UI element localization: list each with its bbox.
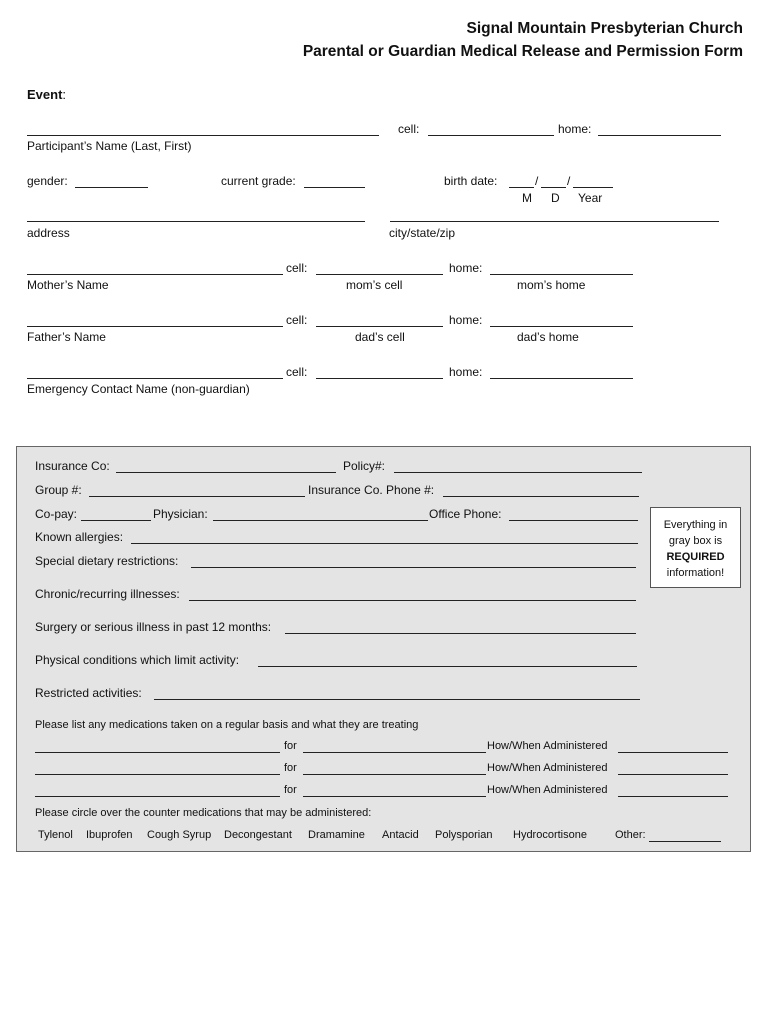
mother-cell-field[interactable] bbox=[316, 274, 443, 275]
required-line: Everything in bbox=[663, 519, 728, 531]
event-label: Event: bbox=[27, 87, 67, 102]
participant-home-label: home: bbox=[558, 122, 592, 136]
medication-name-field[interactable] bbox=[35, 796, 280, 797]
otc-option-tylenol[interactable]: Tylenol bbox=[38, 829, 73, 841]
med-for-label: for bbox=[284, 740, 297, 752]
mother-name-field[interactable] bbox=[27, 274, 283, 275]
mother-home-label: home: bbox=[449, 261, 483, 275]
otc-option-antacid[interactable]: Antacid bbox=[382, 829, 419, 841]
allergies-field[interactable] bbox=[131, 543, 638, 544]
group-field[interactable] bbox=[89, 496, 305, 497]
participant-name-caption: Participant’s Name (Last, First) bbox=[27, 139, 192, 153]
mother-cell-label: cell: bbox=[286, 261, 308, 275]
otc-prompt: Please circle over the counter medications that may be administered: bbox=[35, 807, 372, 819]
physical-field[interactable] bbox=[258, 666, 637, 667]
grade-label: current grade: bbox=[221, 174, 296, 188]
med-how-label: How/When Administered bbox=[487, 784, 608, 796]
father-cell-label: cell: bbox=[286, 313, 308, 327]
chronic-label: Chronic/recurring illnesses: bbox=[35, 587, 180, 601]
med-for-label: for bbox=[284, 762, 297, 774]
copay-field[interactable] bbox=[81, 520, 151, 521]
emergency-home-label: home: bbox=[449, 365, 483, 379]
otc-option-hydrocortisone[interactable]: Hydrocortisone bbox=[513, 829, 587, 841]
insurance-phone-label: Insurance Co. Phone #: bbox=[308, 483, 435, 497]
chronic-field[interactable] bbox=[189, 600, 636, 601]
address-caption: address bbox=[27, 226, 70, 240]
city-caption: city/state/zip bbox=[389, 226, 456, 240]
birth-day-field[interactable] bbox=[541, 187, 566, 188]
medication-name-field[interactable] bbox=[35, 752, 280, 753]
father-caption: Father’s Name bbox=[27, 330, 106, 344]
mother-home-field[interactable] bbox=[490, 274, 633, 275]
emergency-cell-label: cell: bbox=[286, 365, 308, 379]
copay-label: Co-pay: bbox=[35, 507, 78, 521]
city-state-zip-field[interactable] bbox=[390, 221, 719, 222]
otc-option-ibuprofen[interactable]: Ibuprofen bbox=[86, 829, 133, 841]
surgery-label: Surgery or serious illness in past 12 months: bbox=[35, 620, 272, 634]
medication-treating-field[interactable] bbox=[303, 774, 486, 775]
emergency-name-field[interactable] bbox=[27, 378, 283, 379]
insurance-label: Insurance Co: bbox=[35, 459, 110, 473]
mom-cell-caption: mom’s cell bbox=[346, 278, 403, 292]
mom-home-caption: mom’s home bbox=[517, 278, 586, 292]
office-phone-label: Office Phone: bbox=[429, 507, 502, 521]
policy-field[interactable] bbox=[394, 472, 642, 473]
otc-option-polysporian[interactable]: Polysporian bbox=[435, 829, 493, 841]
gender-label: gender: bbox=[27, 174, 68, 188]
dad-cell-caption: dad’s cell bbox=[355, 330, 405, 344]
participant-home-field[interactable] bbox=[598, 135, 721, 136]
date-separator: / bbox=[535, 174, 539, 188]
medications-prompt: Please list any medications taken on a regular basis and what they are treating bbox=[35, 719, 419, 731]
physician-label: Physician: bbox=[153, 507, 208, 521]
emergency-home-field[interactable] bbox=[490, 378, 633, 379]
participant-cell-field[interactable] bbox=[428, 135, 554, 136]
medication-how-field[interactable] bbox=[618, 796, 728, 797]
restricted-field[interactable] bbox=[154, 699, 640, 700]
year-caption: Year bbox=[578, 191, 603, 205]
medication-how-field[interactable] bbox=[618, 774, 728, 775]
birth-date-label: birth date: bbox=[444, 174, 498, 188]
emergency-cell-field[interactable] bbox=[316, 378, 443, 379]
restricted-label: Restricted activities: bbox=[35, 686, 142, 700]
otc-option-dramamine[interactable]: Dramamine bbox=[308, 829, 365, 841]
medication-treating-field[interactable] bbox=[303, 796, 486, 797]
med-how-label: How/When Administered bbox=[487, 740, 608, 752]
insurance-phone-field[interactable] bbox=[443, 496, 639, 497]
required-line: gray box is bbox=[668, 535, 723, 547]
medication-how-field[interactable] bbox=[618, 752, 728, 753]
participant-name-field[interactable] bbox=[27, 135, 379, 136]
dietary-field[interactable] bbox=[191, 567, 636, 568]
father-name-field[interactable] bbox=[27, 326, 283, 327]
required-line: REQUIRED bbox=[666, 551, 725, 563]
otc-other-field[interactable] bbox=[649, 841, 721, 842]
allergies-label: Known allergies: bbox=[35, 530, 124, 544]
medical-info-box bbox=[16, 446, 751, 852]
physician-field[interactable] bbox=[213, 520, 428, 521]
birth-year-field[interactable] bbox=[573, 187, 613, 188]
emergency-caption: Emergency Contact Name (non-guardian) bbox=[27, 382, 250, 396]
church-name: Signal Mountain Presbyterian Church bbox=[466, 20, 743, 37]
required-notice bbox=[650, 507, 741, 588]
day-caption: D bbox=[551, 191, 560, 205]
otc-other-label: Other: bbox=[615, 829, 646, 841]
group-label: Group #: bbox=[35, 483, 82, 497]
office-phone-field[interactable] bbox=[509, 520, 638, 521]
date-separator: / bbox=[567, 174, 571, 188]
med-how-label: How/When Administered bbox=[487, 762, 608, 774]
dad-home-caption: dad’s home bbox=[517, 330, 579, 344]
form-title: Parental or Guardian Medical Release and Permission Form bbox=[302, 43, 743, 60]
month-caption: M bbox=[522, 191, 532, 205]
father-cell-field[interactable] bbox=[316, 326, 443, 327]
gender-field[interactable] bbox=[75, 187, 148, 188]
required-line: information! bbox=[666, 567, 725, 579]
policy-label: Policy#: bbox=[343, 459, 386, 473]
birth-month-field[interactable] bbox=[509, 187, 534, 188]
physical-label: Physical conditions which limit activity: bbox=[35, 653, 240, 667]
medication-treating-field[interactable] bbox=[303, 752, 486, 753]
grade-field[interactable] bbox=[304, 187, 365, 188]
otc-option-cough-syrup[interactable]: Cough Syrup bbox=[147, 829, 212, 841]
med-for-label: for bbox=[284, 784, 297, 796]
mother-caption: Mother’s Name bbox=[27, 278, 109, 292]
surgery-field[interactable] bbox=[285, 633, 636, 634]
otc-option-decongestant[interactable]: Decongestant bbox=[224, 829, 292, 841]
insurance-field[interactable] bbox=[116, 472, 336, 473]
dietary-label: Special dietary restrictions: bbox=[35, 554, 179, 568]
address-field[interactable] bbox=[27, 221, 365, 222]
medication-name-field[interactable] bbox=[35, 774, 280, 775]
father-home-label: home: bbox=[449, 313, 483, 327]
father-home-field[interactable] bbox=[490, 326, 633, 327]
participant-cell-label: cell: bbox=[398, 122, 420, 136]
